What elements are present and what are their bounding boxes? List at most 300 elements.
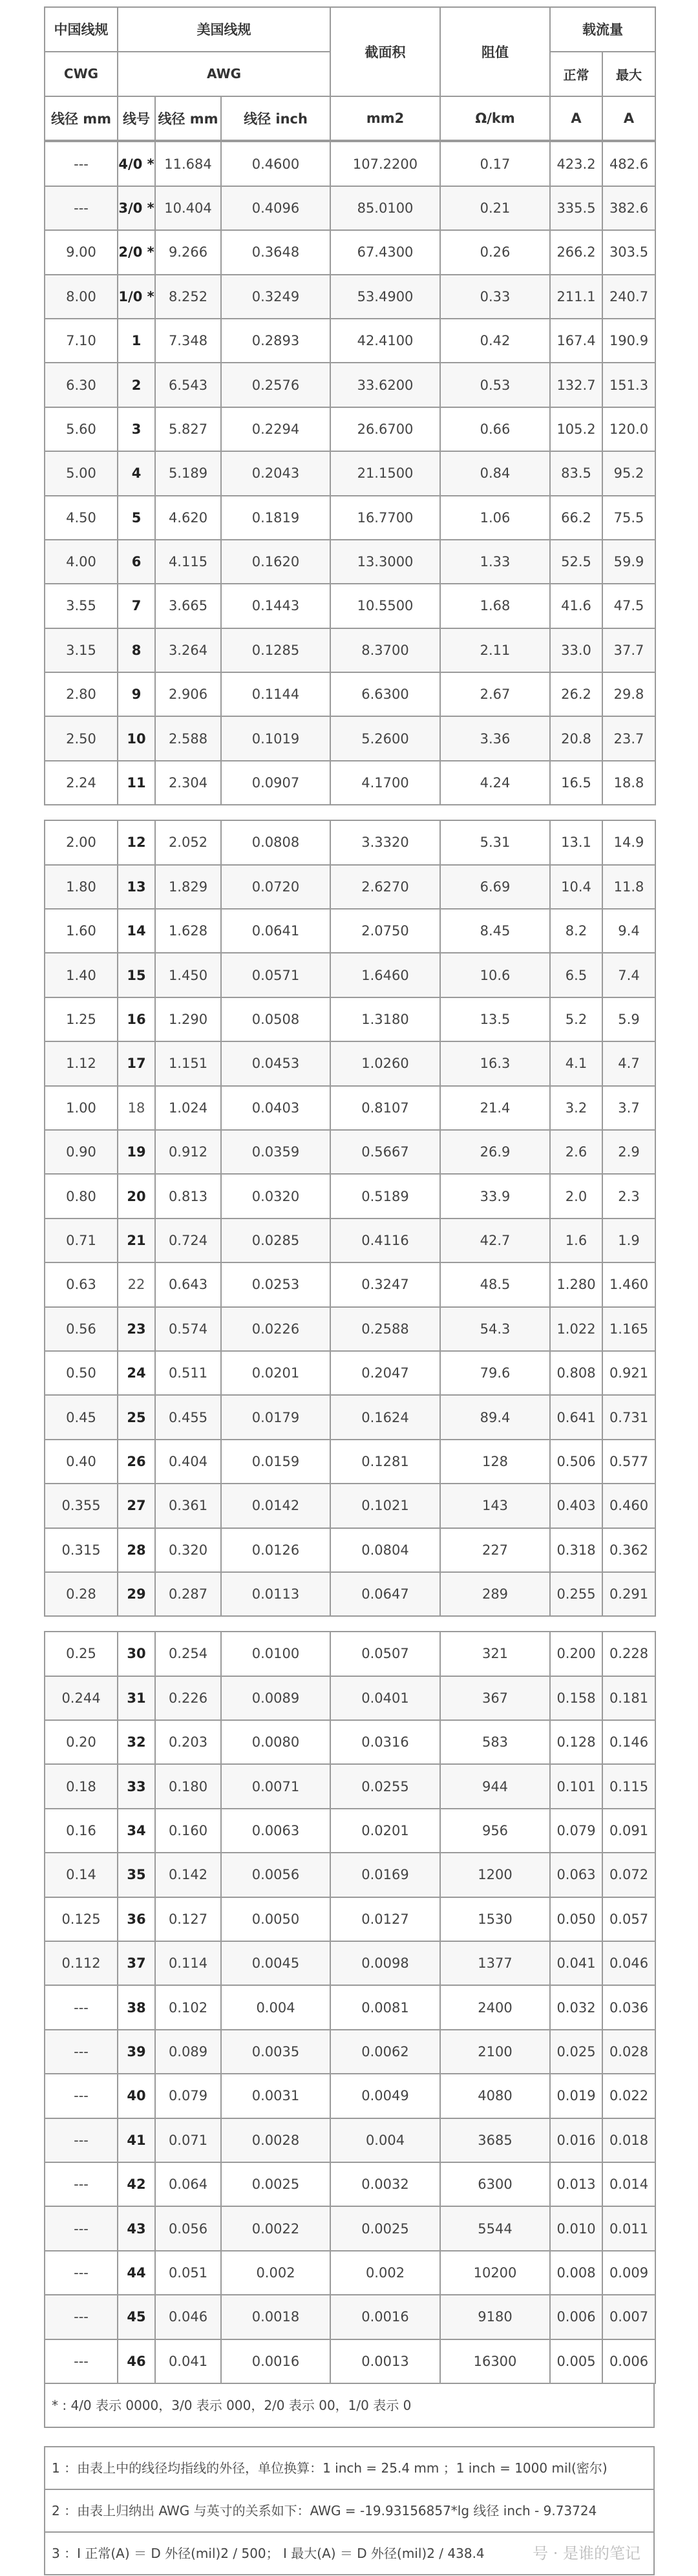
cell-ampacity-max: 1.9 [602,1219,655,1262]
table-row [45,953,655,997]
cell-area: 0.4116 [330,1219,440,1262]
cell-us-diameter-inch: 0.1620 [221,540,330,584]
cell-area: 42.4100 [330,319,440,363]
cell-us-diameter-mm: 0.102 [155,1985,221,2029]
cell-ampacity-normal: 66.2 [550,496,602,540]
table-row [45,2030,655,2074]
cell-ampacity-max: 1.460 [602,1262,655,1306]
cell-area: 8.3700 [330,628,440,672]
cell-ampacity-normal: 132.7 [550,363,602,407]
cell-cwg-diameter: 1.25 [45,997,118,1041]
watermark: 号 · 是谁的笔记 [533,2544,640,2562]
cell-ampacity-normal: 8.2 [550,909,602,953]
cell-ampacity-normal: 41.6 [550,584,602,628]
cell-us-diameter-inch: 0.0720 [221,865,330,909]
cell-us-diameter-inch: 0.0359 [221,1130,330,1174]
notes-box [44,2446,655,2575]
cell-us-diameter-mm: 2.906 [155,672,221,716]
cell-awg-number: 20 [118,1174,155,1218]
cell-awg-number: 1/0 * [118,275,155,319]
cell-ampacity-max: 120.0 [602,407,655,451]
cell-ampacity-max: 0.460 [602,1484,655,1528]
cell-awg-number: 37 [118,1941,155,1985]
cell-awg-number: 25 [118,1395,155,1439]
table-row [45,540,655,584]
header-us-diameter-mm: 线径 mm [155,96,221,141]
cell-us-diameter-inch: 0.0018 [221,2295,330,2339]
cell-awg-number: 21 [118,1219,155,1262]
cell-cwg-diameter: 1.80 [45,865,118,909]
cell-area: 0.1281 [330,1440,440,1484]
table-row [45,865,655,909]
section-gap [44,1617,655,1631]
cell-awg-number: 31 [118,1676,155,1720]
cell-area: 0.8107 [330,1086,440,1130]
table-row [45,1219,655,1262]
table-row [45,142,655,186]
cell-us-diameter-inch: 0.0320 [221,1174,330,1218]
cell-us-diameter-mm: 0.064 [155,2162,221,2206]
cell-area: 0.2588 [330,1307,440,1351]
cell-ampacity-max: 0.072 [602,1853,655,1897]
cell-area: 0.0507 [330,1632,440,1676]
cell-resistance: 2100 [440,2030,550,2074]
cell-awg-number: 27 [118,1484,155,1528]
cell-us-diameter-mm: 0.404 [155,1440,221,1484]
cell-area: 0.0401 [330,1676,440,1720]
cell-cwg-diameter: 1.00 [45,1086,118,1130]
table-row [45,1720,655,1764]
cell-ampacity-normal: 0.050 [550,1897,602,1941]
cell-resistance: 6300 [440,2162,550,2206]
cell-area: 0.0013 [330,2339,440,2383]
cell-ampacity-max: 0.057 [602,1897,655,1941]
cell-cwg-diameter: --- [45,2162,118,2206]
cell-us-diameter-inch: 0.0126 [221,1528,330,1572]
cell-cwg-diameter: 4.00 [45,540,118,584]
cell-us-diameter-mm: 0.724 [155,1219,221,1262]
cell-ampacity-normal: 2.6 [550,1130,602,1174]
cell-us-diameter-mm: 6.543 [155,363,221,407]
cell-us-diameter-inch: 0.0142 [221,1484,330,1528]
cell-cwg-diameter: 0.18 [45,1764,118,1808]
cell-us-diameter-inch: 0.0403 [221,1086,330,1130]
cell-area: 53.4900 [330,275,440,319]
cell-us-diameter-mm: 0.203 [155,1720,221,1764]
cell-area: 0.2047 [330,1351,440,1395]
cell-ampacity-max: 0.181 [602,1676,655,1720]
cell-ampacity-max: 0.009 [602,2251,655,2295]
cell-ampacity-max: 0.006 [602,2339,655,2383]
cell-ampacity-normal: 0.079 [550,1809,602,1853]
cell-us-diameter-mm: 9.266 [155,230,221,274]
cell-resistance: 367 [440,1676,550,1720]
cell-area: 0.0201 [330,1809,440,1853]
cell-resistance: 0.66 [440,407,550,451]
cell-awg-number: 34 [118,1809,155,1853]
cell-ampacity-normal: 0.010 [550,2206,602,2250]
cell-cwg-diameter: 0.50 [45,1351,118,1395]
header-normal: 正常 [550,52,602,96]
cell-ampacity-normal: 0.403 [550,1484,602,1528]
cell-us-diameter-mm: 10.404 [155,186,221,230]
cell-awg-number: 7 [118,584,155,628]
cell-awg-number: 14 [118,909,155,953]
cell-area: 0.0032 [330,2162,440,2206]
cell-us-diameter-inch: 0.0071 [221,1764,330,1808]
cell-cwg-diameter: 0.80 [45,1174,118,1218]
cell-ampacity-max: 240.7 [602,275,655,319]
cell-resistance: 944 [440,1764,550,1808]
cell-area: 0.0062 [330,2030,440,2074]
cell-ampacity-normal: 335.5 [550,186,602,230]
cell-area: 0.0127 [330,1897,440,1941]
cell-area: 0.1021 [330,1484,440,1528]
cell-us-diameter-mm: 0.089 [155,2030,221,2074]
header-cn-gauge: 中国线规 [45,7,118,52]
table-row [45,1809,655,1853]
header-max: 最大 [602,52,655,96]
cell-us-diameter-mm: 0.114 [155,1941,221,1985]
cell-cwg-diameter: 0.71 [45,1219,118,1262]
table-section-2 [44,820,656,1617]
cell-us-diameter-inch: 0.0056 [221,1853,330,1897]
cell-us-diameter-inch: 0.0571 [221,953,330,997]
cell-cwg-diameter: 0.355 [45,1484,118,1528]
cell-ampacity-max: 14.9 [602,820,655,864]
cell-us-diameter-mm: 1.024 [155,1086,221,1130]
table-row [45,1676,655,1720]
cell-resistance: 2.67 [440,672,550,716]
cell-awg-number: 2 [118,363,155,407]
cell-area: 2.6270 [330,865,440,909]
cell-cwg-diameter: --- [45,2251,118,2295]
cell-resistance: 583 [440,1720,550,1764]
table-row [45,2251,655,2295]
table-row [45,1941,655,1985]
cell-us-diameter-inch: 0.0050 [221,1897,330,1941]
table-header [44,6,656,141]
cell-resistance: 321 [440,1632,550,1676]
cell-us-diameter-inch: 0.0113 [221,1572,330,1616]
cell-us-diameter-inch: 0.0808 [221,820,330,864]
cell-resistance: 89.4 [440,1395,550,1439]
cell-us-diameter-mm: 1.151 [155,1041,221,1085]
cell-ampacity-normal: 0.013 [550,2162,602,2206]
cell-awg-number: 16 [118,997,155,1041]
cell-us-diameter-mm: 0.071 [155,2118,221,2162]
table-row [45,1130,655,1174]
cell-ampacity-max: 59.9 [602,540,655,584]
cell-ampacity-max: 0.146 [602,1720,655,1764]
cell-area: 0.0169 [330,1853,440,1897]
cell-awg-number: 8 [118,628,155,672]
cell-area: 67.4300 [330,230,440,274]
cell-ampacity-normal: 0.016 [550,2118,602,2162]
cell-cwg-diameter: --- [45,1985,118,2029]
cell-us-diameter-mm: 0.051 [155,2251,221,2295]
cell-ampacity-normal: 16.5 [550,761,602,805]
cell-cwg-diameter: 0.28 [45,1572,118,1616]
cell-ampacity-max: 0.228 [602,1632,655,1676]
cell-cwg-diameter: 4.50 [45,496,118,540]
table-row [45,2118,655,2162]
cell-us-diameter-mm: 0.511 [155,1351,221,1395]
cell-ampacity-normal: 0.200 [550,1632,602,1676]
cell-ampacity-max: 37.7 [602,628,655,672]
cell-resistance: 33.9 [440,1174,550,1218]
section-gap [44,805,655,820]
cell-us-diameter-inch: 0.1019 [221,716,330,760]
cell-awg-number: 3/0 * [118,186,155,230]
cell-ampacity-normal: 26.2 [550,672,602,716]
cell-ampacity-normal: 3.2 [550,1086,602,1130]
cell-cwg-diameter: --- [45,2118,118,2162]
table-row [45,716,655,760]
table-row [45,1632,655,1676]
cell-cwg-diameter: 0.244 [45,1676,118,1720]
header-us-diameter-inch: 线径 inch [221,96,330,141]
cell-ampacity-normal: 20.8 [550,716,602,760]
cell-resistance: 1200 [440,1853,550,1897]
table-row [45,1897,655,1941]
table-row [45,1086,655,1130]
cell-area: 1.3180 [330,997,440,1041]
cell-cwg-diameter: 0.315 [45,1528,118,1572]
cell-area: 0.0098 [330,1941,440,1985]
cell-awg-number: 11 [118,761,155,805]
cell-area: 16.7700 [330,496,440,540]
cell-ampacity-normal: 0.041 [550,1941,602,1985]
cell-resistance: 4.24 [440,761,550,805]
cell-awg-number: 44 [118,2251,155,2295]
cell-us-diameter-mm: 2.052 [155,820,221,864]
cell-us-diameter-mm: 5.189 [155,451,221,495]
cell-ampacity-normal: 167.4 [550,319,602,363]
cell-awg-number: 6 [118,540,155,584]
cell-us-diameter-mm: 0.056 [155,2206,221,2250]
cell-us-diameter-mm: 0.127 [155,1897,221,1941]
header-area: 截面积 [330,7,440,96]
cell-us-diameter-inch: 0.0089 [221,1676,330,1720]
cell-area: 0.0804 [330,1528,440,1572]
cell-ampacity-max: 0.007 [602,2295,655,2339]
cell-resistance: 48.5 [440,1262,550,1306]
cell-us-diameter-inch: 0.0080 [221,1720,330,1764]
cell-ampacity-normal: 423.2 [550,142,602,186]
note-1-text: 1 ：由表上中的线径均指线的外径，单位换算：1 inch = 25.4 mm ；1 inch = 1000 mil(密尔) [52,2460,608,2476]
cell-us-diameter-mm: 0.643 [155,1262,221,1306]
cell-awg-number: 13 [118,865,155,909]
cell-cwg-diameter: 0.90 [45,1130,118,1174]
cell-area: 107.2200 [330,142,440,186]
cell-us-diameter-inch: 0.2294 [221,407,330,451]
cell-ampacity-normal: 0.019 [550,2074,602,2118]
cell-resistance: 79.6 [440,1351,550,1395]
cell-ampacity-normal: 0.158 [550,1676,602,1720]
cell-resistance: 16300 [440,2339,550,2383]
cell-ampacity-normal: 105.2 [550,407,602,451]
header-cwg: CWG [45,52,118,96]
cell-us-diameter-inch: 0.1819 [221,496,330,540]
cell-cwg-diameter: 2.00 [45,820,118,864]
cell-us-diameter-inch: 0.0159 [221,1440,330,1484]
cell-ampacity-max: 0.921 [602,1351,655,1395]
cell-awg-number: 22 [118,1262,155,1306]
cell-us-diameter-inch: 0.1443 [221,584,330,628]
table-row [45,1572,655,1616]
cell-ampacity-normal: 0.808 [550,1351,602,1395]
cell-resistance: 0.42 [440,319,550,363]
cell-cwg-diameter: 0.45 [45,1395,118,1439]
table-row [45,1440,655,1484]
cell-ampacity-normal: 0.008 [550,2251,602,2295]
cell-ampacity-max: 0.046 [602,1941,655,1985]
cell-ampacity-max: 3.7 [602,1086,655,1130]
header-ampacity: 载流量 [550,7,655,52]
cell-us-diameter-mm: 1.628 [155,909,221,953]
cell-us-diameter-mm: 0.912 [155,1130,221,1174]
cell-resistance: 2400 [440,1985,550,2029]
cell-awg-number: 26 [118,1440,155,1484]
cell-area: 0.3247 [330,1262,440,1306]
cell-ampacity-max: 29.8 [602,672,655,716]
cell-awg-number: 9 [118,672,155,716]
cell-area: 0.004 [330,2118,440,2162]
table-row [45,1041,655,1085]
cell-us-diameter-mm: 5.827 [155,407,221,451]
cell-resistance: 227 [440,1528,550,1572]
table-row [45,275,655,319]
cell-ampacity-max: 18.8 [602,761,655,805]
cell-us-diameter-inch: 0.0035 [221,2030,330,2074]
cell-us-diameter-inch: 0.2043 [221,451,330,495]
table-row [45,1307,655,1351]
table-row [45,997,655,1041]
cell-ampacity-normal: 0.063 [550,1853,602,1897]
cell-resistance: 143 [440,1484,550,1528]
cell-ampacity-max: 0.011 [602,2206,655,2250]
note-3-text: 3 ：I 正常(A) ＝ D 外径(mil)2 / 500； I 最大(A) ＝ D 外径(mil)2 / 438.4 [52,2545,485,2561]
cell-cwg-diameter: 8.00 [45,275,118,319]
cell-cwg-diameter: 1.12 [45,1041,118,1085]
header-unit-a-max: A [602,96,655,141]
cell-us-diameter-inch: 0.0226 [221,1307,330,1351]
table-row [45,2295,655,2339]
cell-us-diameter-inch: 0.002 [221,2251,330,2295]
cell-cwg-diameter: 5.60 [45,407,118,451]
table-row [45,1528,655,1572]
cell-resistance: 4080 [440,2074,550,2118]
cell-us-diameter-inch: 0.0907 [221,761,330,805]
cell-cwg-diameter: 0.112 [45,1941,118,1985]
cell-ampacity-max: 482.6 [602,142,655,186]
cell-cwg-diameter: 6.30 [45,363,118,407]
cell-area: 2.0750 [330,909,440,953]
cell-us-diameter-inch: 0.4096 [221,186,330,230]
cell-us-diameter-mm: 0.046 [155,2295,221,2339]
table-row [45,2074,655,2118]
cell-resistance: 0.84 [440,451,550,495]
cell-resistance: 3.36 [440,716,550,760]
cell-ampacity-normal: 2.0 [550,1174,602,1218]
cell-area: 10.5500 [330,584,440,628]
cell-ampacity-normal: 33.0 [550,628,602,672]
cell-ampacity-max: 0.577 [602,1440,655,1484]
cell-us-diameter-inch: 0.1285 [221,628,330,672]
cell-resistance: 6.69 [440,865,550,909]
cell-ampacity-normal: 4.1 [550,1041,602,1085]
cell-us-diameter-mm: 0.079 [155,2074,221,2118]
cell-resistance: 1.33 [440,540,550,584]
cell-cwg-diameter: 9.00 [45,230,118,274]
table-row [45,1395,655,1439]
table-row [45,2162,655,2206]
cell-us-diameter-inch: 0.0253 [221,1262,330,1306]
cell-us-diameter-inch: 0.0016 [221,2339,330,2383]
cell-area: 0.0025 [330,2206,440,2250]
table-row [45,1174,655,1218]
header-gauge-number: 线号 [118,96,155,141]
cell-ampacity-normal: 5.2 [550,997,602,1041]
cell-ampacity-normal: 52.5 [550,540,602,584]
cell-resistance: 10200 [440,2251,550,2295]
cell-ampacity-max: 0.028 [602,2030,655,2074]
table-row [45,1985,655,2029]
cell-us-diameter-mm: 0.041 [155,2339,221,2383]
cell-resistance: 1.06 [440,496,550,540]
cell-us-diameter-mm: 0.320 [155,1528,221,1572]
cell-awg-number: 4/0 * [118,142,155,186]
cell-ampacity-normal: 0.255 [550,1572,602,1616]
table-row [45,1262,655,1306]
table-section-3 [44,1631,656,2384]
cell-ampacity-normal: 0.128 [550,1720,602,1764]
cell-us-diameter-mm: 11.684 [155,142,221,186]
note-2 [44,2490,655,2533]
cell-cwg-diameter: 2.24 [45,761,118,805]
cell-us-diameter-inch: 0.3648 [221,230,330,274]
cell-us-diameter-inch: 0.1144 [221,672,330,716]
cell-ampacity-max: 23.7 [602,716,655,760]
cell-awg-number: 5 [118,496,155,540]
cell-resistance: 21.4 [440,1086,550,1130]
cell-cwg-diameter: 2.50 [45,716,118,760]
cell-cwg-diameter: 1.60 [45,909,118,953]
cell-resistance: 5544 [440,2206,550,2250]
table-row [45,909,655,953]
header-unit-ohm-km: Ω/km [440,96,550,141]
cell-area: 26.6700 [330,407,440,451]
table-row [45,2206,655,2250]
cell-ampacity-max: 0.018 [602,2118,655,2162]
header-cn-diameter-mm: 线径 mm [45,96,118,141]
cell-us-diameter-mm: 2.304 [155,761,221,805]
cell-ampacity-normal: 83.5 [550,451,602,495]
cell-resistance: 0.33 [440,275,550,319]
cell-cwg-diameter: 0.16 [45,1809,118,1853]
cell-us-diameter-mm: 1.450 [155,953,221,997]
cell-cwg-diameter: --- [45,2206,118,2250]
cell-us-diameter-inch: 0.0201 [221,1351,330,1395]
cell-ampacity-normal: 10.4 [550,865,602,909]
cell-ampacity-max: 0.022 [602,2074,655,2118]
table-row [45,820,655,864]
cell-awg-number: 17 [118,1041,155,1085]
cell-awg-number: 35 [118,1853,155,1897]
cell-ampacity-max: 2.3 [602,1174,655,1218]
table-row [45,1484,655,1528]
